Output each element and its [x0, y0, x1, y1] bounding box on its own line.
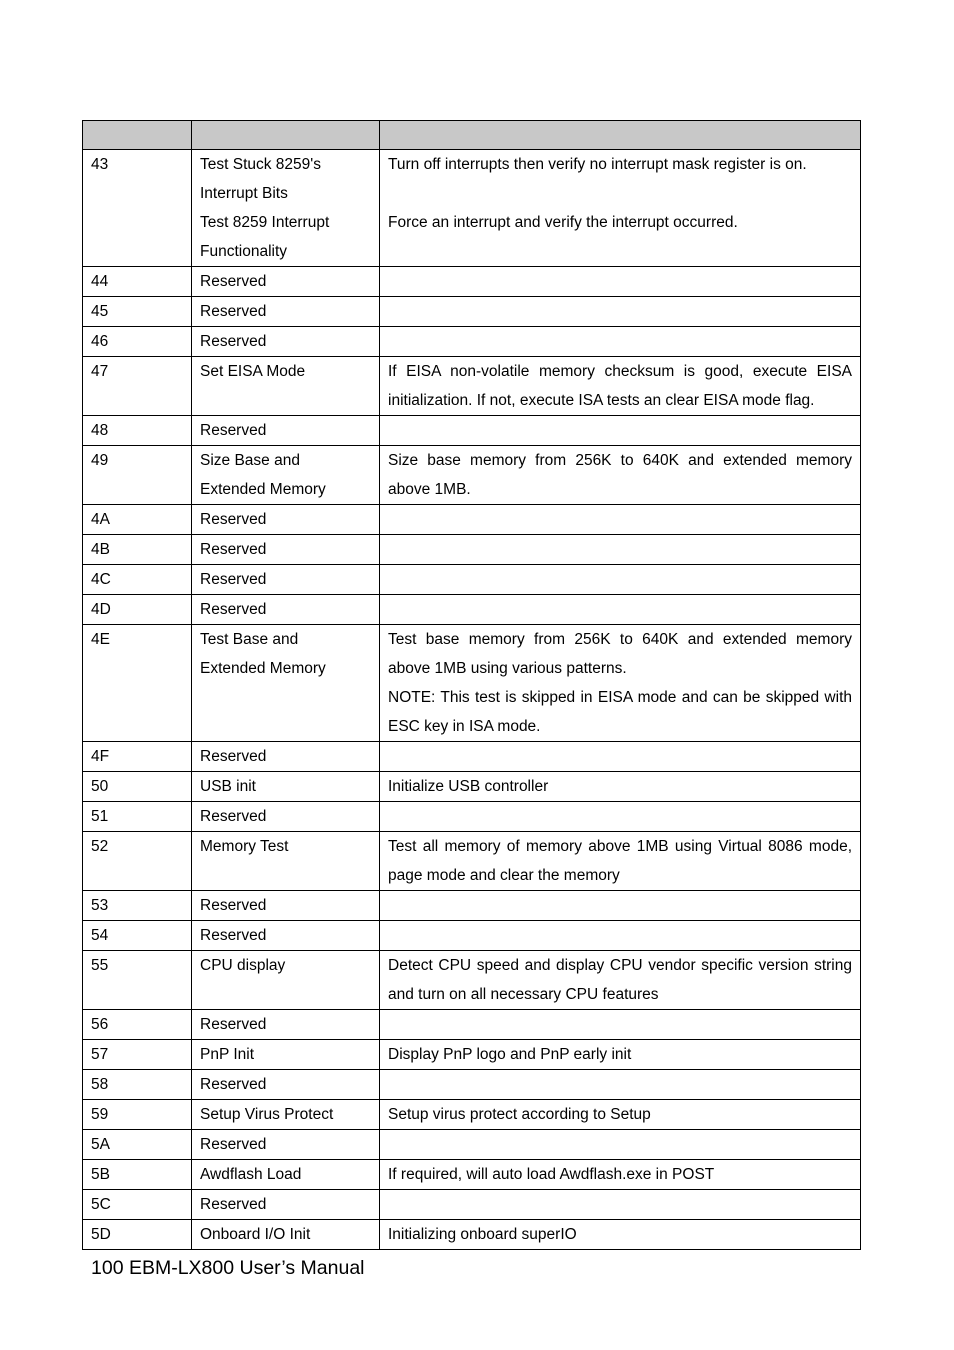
test-name-line: Reserved	[200, 422, 267, 439]
test-name-line: Memory Test	[200, 838, 289, 855]
test-name-line: Test Stuck 8259's	[200, 156, 321, 173]
post-code-cell: 50	[83, 772, 192, 802]
post-code-cell: 4C	[83, 565, 192, 595]
description-cell	[380, 742, 861, 772]
test-name-cell	[192, 505, 380, 535]
description-cell	[380, 772, 861, 802]
test-name-line: Test 8259 Interrupt	[200, 214, 330, 231]
test-name-cell	[192, 1010, 380, 1040]
test-name-line: USB init	[200, 778, 256, 795]
table-row	[83, 921, 861, 951]
description-cell	[380, 357, 861, 416]
description-cell	[380, 1160, 861, 1190]
test-name-cell	[192, 1070, 380, 1100]
test-name-cell	[192, 951, 380, 1010]
test-name-line: Set EISA Mode	[200, 363, 306, 380]
post-code-cell: 56	[83, 1010, 192, 1040]
table-row	[83, 1070, 861, 1100]
post-code-cell: 46	[83, 327, 192, 357]
description-paragraph: If EISA non-volatile memory checksum is good, execute EISA initialization. If not, execute ISA tests an clear EISA mode flag.	[388, 363, 852, 409]
table-row	[83, 1100, 861, 1130]
test-name-cell	[192, 891, 380, 921]
test-name-line: Extended Memory	[200, 660, 326, 677]
description-cell	[380, 535, 861, 565]
test-name-cell	[192, 150, 380, 267]
description-cell	[380, 802, 861, 832]
test-name-cell	[192, 1220, 380, 1250]
table-row	[83, 1130, 861, 1160]
description-paragraph: Test base memory from 256K to 640K and extended memory above 1MB using various patterns.	[388, 631, 852, 677]
post-code-cell: 49	[83, 446, 192, 505]
table-row	[83, 772, 861, 802]
test-name-line: Onboard I/O Init	[200, 1226, 311, 1243]
table-row	[83, 1190, 861, 1220]
description-cell	[380, 150, 861, 267]
table-row	[83, 1040, 861, 1070]
post-code-cell: 5D	[83, 1220, 192, 1250]
table-row	[83, 535, 861, 565]
description-cell	[380, 505, 861, 535]
post-code-cell: 53	[83, 891, 192, 921]
test-name-cell	[192, 832, 380, 891]
table-row	[83, 357, 861, 416]
test-name-cell	[192, 625, 380, 742]
description-paragraph: Test all memory of memory above 1MB using Virtual 8086 mode, page mode and clear the memory	[388, 838, 852, 884]
test-name-cell	[192, 297, 380, 327]
test-name-line: Reserved	[200, 927, 267, 944]
test-name-line: Reserved	[200, 511, 267, 528]
post-code-cell: 4F	[83, 742, 192, 772]
table-row	[83, 150, 861, 267]
description-cell	[380, 625, 861, 742]
table-row	[83, 595, 861, 625]
description-cell	[380, 832, 861, 891]
test-name-line: Reserved	[200, 1076, 267, 1093]
header-row	[83, 121, 861, 150]
test-name-line: Reserved	[200, 897, 267, 914]
test-name-cell	[192, 595, 380, 625]
description-cell	[380, 446, 861, 505]
post-code-cell: 47	[83, 357, 192, 416]
description-cell	[380, 1010, 861, 1040]
description-paragraph	[388, 179, 852, 208]
table-row	[83, 505, 861, 535]
post-code-cell: 55	[83, 951, 192, 1010]
description-paragraph: If required, will auto load Awdflash.exe in POST	[388, 1166, 715, 1183]
post-code-cell: 48	[83, 416, 192, 446]
table-row	[83, 832, 861, 891]
table-row	[83, 1220, 861, 1250]
test-name-cell	[192, 1130, 380, 1160]
test-name-line: Test Base and	[200, 631, 299, 648]
test-name-line: Functionality	[200, 243, 288, 260]
test-name-cell	[192, 535, 380, 565]
table-row	[83, 267, 861, 297]
header-cell-name	[192, 121, 380, 150]
test-name-cell	[192, 267, 380, 297]
table-row	[83, 951, 861, 1010]
description-cell	[380, 921, 861, 951]
test-name-line: Size Base and	[200, 452, 300, 469]
table-row	[83, 416, 861, 446]
post-code-cell: 5C	[83, 1190, 192, 1220]
post-code-table	[82, 120, 861, 1250]
test-name-cell	[192, 565, 380, 595]
table-row	[83, 565, 861, 595]
description-paragraph: Initialize USB controller	[388, 778, 549, 795]
test-name-cell	[192, 921, 380, 951]
post-code-cell: 5B	[83, 1160, 192, 1190]
test-name-line: Reserved	[200, 601, 267, 618]
test-name-line: Reserved	[200, 541, 267, 558]
description-cell	[380, 565, 861, 595]
description-paragraph: Display PnP logo and PnP early init	[388, 1046, 632, 1063]
test-name-line: Setup Virus Protect	[200, 1106, 334, 1123]
table-row	[83, 625, 861, 742]
description-cell	[380, 1100, 861, 1130]
post-code-cell: 54	[83, 921, 192, 951]
description-paragraph: Initializing onboard superIO	[388, 1226, 577, 1243]
description-cell	[380, 891, 861, 921]
test-name-line: PnP Init	[200, 1046, 255, 1063]
post-code-cell: 44	[83, 267, 192, 297]
test-name-cell	[192, 357, 380, 416]
description-paragraph: Force an interrupt and verify the interrupt occurred.	[388, 214, 738, 231]
test-name-cell	[192, 1190, 380, 1220]
test-name-line: CPU display	[200, 957, 286, 974]
post-code-cell: 5A	[83, 1130, 192, 1160]
test-name-line: Reserved	[200, 808, 267, 825]
description-paragraph: Setup virus protect according to Setup	[388, 1106, 651, 1123]
description-cell	[380, 1040, 861, 1070]
test-name-cell	[192, 327, 380, 357]
test-name-line: Reserved	[200, 303, 267, 320]
post-code-cell: 57	[83, 1040, 192, 1070]
post-code-cell: 45	[83, 297, 192, 327]
description-paragraph: NOTE: This test is skipped in EISA mode and can be skipped with ESC key in ISA mode.	[388, 689, 852, 735]
table-row	[83, 891, 861, 921]
description-cell	[380, 595, 861, 625]
post-code-cell: 52	[83, 832, 192, 891]
description-cell	[380, 1190, 861, 1220]
table-row	[83, 742, 861, 772]
test-name-line: Awdflash Load	[200, 1166, 302, 1183]
test-name-cell	[192, 1100, 380, 1130]
description-cell	[380, 327, 861, 357]
post-code-cell: 51	[83, 802, 192, 832]
post-code-cell: 59	[83, 1100, 192, 1130]
description-cell	[380, 267, 861, 297]
description-cell	[380, 1220, 861, 1250]
page-footer: 100 EBM-LX800 User’s Manual	[91, 1257, 365, 1279]
table-row	[83, 297, 861, 327]
test-name-line: Reserved	[200, 1016, 267, 1033]
table-row	[83, 802, 861, 832]
description-cell	[380, 297, 861, 327]
test-name-line: Extended Memory	[200, 481, 326, 498]
table-row	[83, 446, 861, 505]
table-row	[83, 1010, 861, 1040]
test-name-line: Interrupt Bits	[200, 185, 288, 202]
test-name-cell	[192, 772, 380, 802]
description-paragraph: Turn off interrupts then verify no interrupt mask register is on.	[388, 156, 807, 173]
test-name-cell	[192, 1160, 380, 1190]
description-paragraph: Detect CPU speed and display CPU vendor specific version string and turn on all necessary CPU features	[388, 957, 852, 1003]
table-row	[83, 327, 861, 357]
header-cell-code	[83, 121, 192, 150]
test-name-cell	[192, 1040, 380, 1070]
post-code-cell: 43	[83, 150, 192, 267]
description-cell	[380, 1130, 861, 1160]
description-cell	[380, 416, 861, 446]
test-name-cell	[192, 446, 380, 505]
header-cell-description	[380, 121, 861, 150]
test-name-line: Reserved	[200, 333, 267, 350]
test-name-cell	[192, 802, 380, 832]
table-body	[83, 150, 861, 1250]
test-name-line: Reserved	[200, 1136, 267, 1153]
description-cell	[380, 951, 861, 1010]
test-name-cell	[192, 416, 380, 446]
table-header	[83, 121, 861, 150]
test-name-line: Reserved	[200, 273, 267, 290]
post-code-cell: 4B	[83, 535, 192, 565]
post-code-cell: 4D	[83, 595, 192, 625]
post-code-cell: 58	[83, 1070, 192, 1100]
test-name-cell	[192, 742, 380, 772]
test-name-line: Reserved	[200, 748, 267, 765]
description-cell	[380, 1070, 861, 1100]
test-name-line: Reserved	[200, 1196, 267, 1213]
table-row	[83, 1160, 861, 1190]
test-name-line: Reserved	[200, 571, 267, 588]
description-paragraph: Size base memory from 256K to 640K and extended memory above 1MB.	[388, 452, 852, 498]
post-code-cell: 4E	[83, 625, 192, 742]
post-code-cell: 4A	[83, 505, 192, 535]
